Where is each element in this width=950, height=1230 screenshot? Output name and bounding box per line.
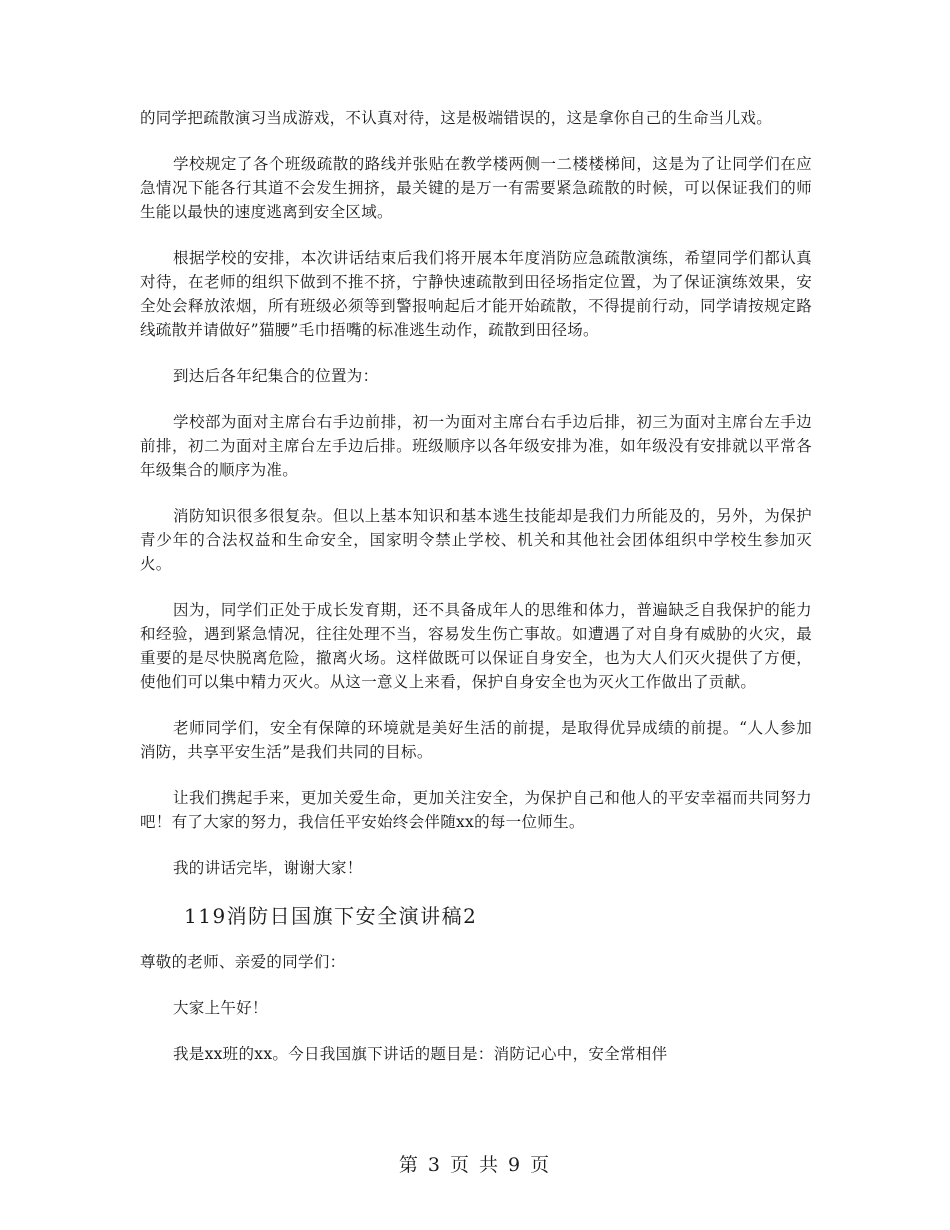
paragraph-1: 的同学把疏散演习当成游戏，不认真对待，这是极端错误的，这是拿你自己的生命当儿戏。 <box>140 109 773 127</box>
document-body <box>140 106 812 1088</box>
paragraph-3: 根据学校的安排，本次讲话结束后我们将开展本年度消防应急疏散演练，希望同学们都认真对待，在老师的组织下做到不推不挤，宁静快速疏散到田径场指定位置，为了保证演练效果，安全处会释放浓烟，所有班级必须等到警报响起后才能开始疏散，不得提前行动，同学请按规定路线疏散并请做好”猫腰”毛巾捂嘴的标准逃生动作，疏散到田径场。 <box>140 249 812 339</box>
intro-paragraph: 我是xx班的xx。今日我国旗下讲话的题目是：消防记心中，安全常相伴 <box>173 1045 668 1063</box>
paragraph-10: 我的讲话完毕，谢谢大家！ <box>173 859 363 877</box>
paragraph-7: 因为，同学们正处于成长发育期，还不具备成年人的思维和体力，普遍缺乏自我保护的能力和经验，遇到紧急情况，往往处理不当，容易发生伤亡事故。如遭遇了对自身有威胁的火灾，最重要的是尽快脱离危险，撤离火场。这样做既可以保证自身安全，也为大人们灭火提供了方便，使他们可以集中精力灭火。从这一意义上来看，保护自身安全也为灭火工作做出了贡献。 <box>140 601 812 691</box>
page-number-footer: 第 3 页 共 9 页 <box>398 1154 552 1176</box>
greeting: 大家上午好！ <box>173 999 268 1017</box>
section-heading: 119消防日国旗下安全演讲稿2 <box>184 904 478 928</box>
paragraph-4: 到达后各年纪集合的位置为： <box>173 367 379 385</box>
paragraph-6: 消防知识很多很复杂。但以上基本知识和基本逃生技能却是我们力所能及的，另外，为保护青少年的合法权益和生命安全，国家明令禁止学校、机关和其他社会团体组织中学校生参加灭火。 <box>140 507 812 573</box>
paragraph-2: 学校规定了各个班级疏散的路线并张贴在教学楼两侧一二楼楼梯间，这是为了让同学们在应急情况下能各行其道不会发生拥挤，最关键的是万一有需要紧急疏散的时候，可以保证我们的师生能以最快的速度逃离到安全区域。 <box>140 155 812 221</box>
paragraph-9: 让我们携起手来，更加关爱生命，更加关注安全，为保护自己和他人的平安幸福而共同努力吧！有了大家的努力，我信任平安始终会伴随xx的每一位师生。 <box>140 789 812 831</box>
salutation: 尊敬的老师、亲爱的同学们： <box>140 953 346 971</box>
paragraph-8: 老师同学们，安全有保障的环境就是美好生活的前提，是取得优异成绩的前提。“人人参加消防，共享平安生活”是我们共同的目标。 <box>140 719 812 761</box>
paragraph-5: 学校部为面对主席台右手边前排，初一为面对主席台右手边后排，初三为面对主席台左手边前排，初二为面对主席台左手边后排。班级顺序以各年级安排为准，如年级没有安排就以平常各年级集合的顺序为准。 <box>140 413 812 479</box>
